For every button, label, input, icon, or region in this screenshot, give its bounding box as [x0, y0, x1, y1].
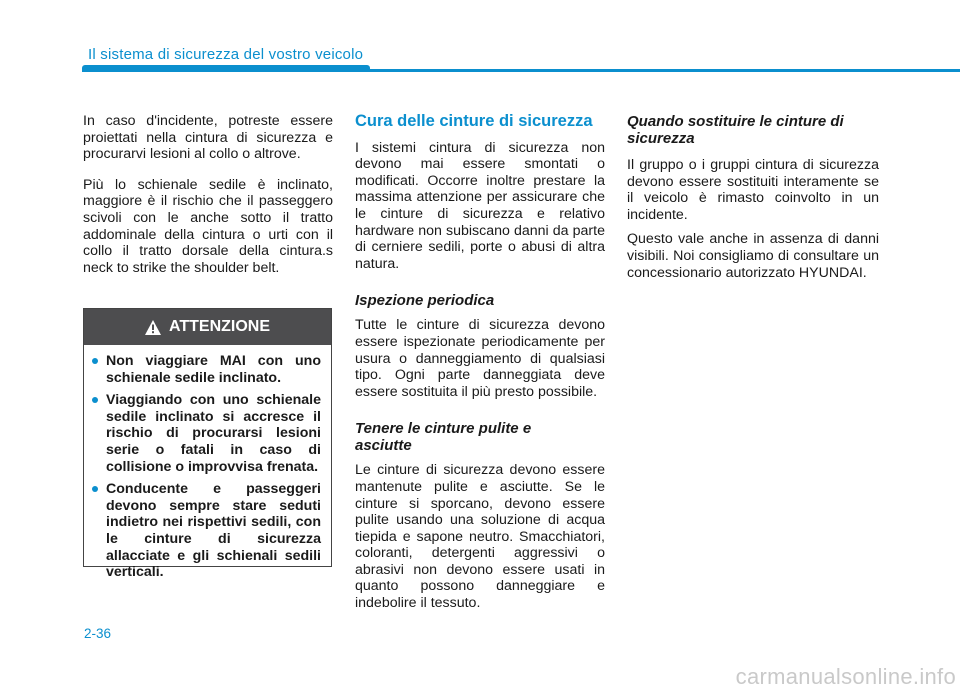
warning-item-text: Non viaggiare MAI con uno schienale sedile inclinato. [106, 353, 321, 386]
column-middle [355, 113, 605, 626]
warning-item [92, 392, 321, 475]
section-heading: Cura delle cinture di sicurezza [355, 112, 593, 130]
column-right [627, 113, 879, 295]
warning-title: ATTENZIONE [168, 318, 271, 335]
warning-header [84, 309, 331, 345]
warning-item [92, 481, 321, 581]
bullet-icon [92, 486, 98, 492]
header-rule [82, 69, 960, 72]
paragraph: In caso d'incidente, potreste essere proiettati nella cintura di sicurezza e procurarvi lesioni al collo o altrove. [83, 113, 333, 163]
paragraph: Più lo schienale sedile è inclinato, maggiore è il rischio che il passeggero scivoli con le anche sotto il tratto addominale della cintura o urti con il collo il tratto dorsale della cintura.s neck to strike the shoulder belt. [83, 176, 333, 276]
warning-item-text: Viaggiando con uno schienale sedile inclinato si accresce il rischio di procurarsi lesioni serie o fatali in caso di collisione o improvvisa frenata. [106, 392, 321, 475]
paragraph: I sistemi cintura di sicurezza non devono mai essere smontati o modificati. Occorre inoltre prestare la massima attenzione per assicurare che le cinture di sicurezza e relativo hardware non subiscano danni da parte di cerniere sedili, porte o abusi di altra natura. [355, 139, 605, 272]
column-left [83, 113, 333, 290]
warning-list [84, 345, 331, 581]
section-title: Il sistema di sicurezza del vostro veicolo [88, 46, 364, 63]
warning-item [92, 353, 321, 386]
warning-item-text: Conducente e passeggeri devono sempre stare seduti indietro nei rispettivi sedili, con le cinture di sicurezza allacciate e gli schienali sedili verticali. [106, 481, 321, 581]
warning-box [83, 308, 332, 581]
paragraph: Questo vale anche in assenza di danni visibili. Noi consigliamo di consultare un concessionario autorizzato HYUNDAI. [627, 231, 879, 281]
bullet-icon [92, 358, 98, 364]
bullet-icon [92, 397, 98, 403]
paragraph: Il gruppo o i gruppi cintura di sicurezza devono essere sostituiti interamente se il veicolo è rimasto coinvolto in un incidente. [627, 157, 879, 223]
watermark: carmanualsonline.info [735, 664, 956, 689]
subsection-heading: Quando sostituire le cinture di sicurezza [627, 113, 844, 147]
page-number: 2-36 [84, 626, 112, 641]
subsection-heading: Tenere le cinture pulite e asciutte [355, 420, 532, 455]
paragraph: Le cinture di sicurezza devono essere mantenute pulite e asciutte. Se le cinture si sporcano, devono essere pulite usando una soluzione di acqua tiepida e sapone neutro. Smacchiatori, coloranti, detergenti aggressivi o abrasivi non devono essere usati in quanto possono danneggiare e indebolire il tessuto. [355, 462, 605, 612]
warning-triangle-icon [145, 320, 161, 335]
subsection-heading: Ispezione periodica [355, 292, 495, 310]
paragraph: Tutte le cinture di sicurezza devono essere ispezionate periodicamente per usura o danneggiamento di qualsiasi tipo. Ogni parte danneggiata deve essere sostituita il più presto possibile. [355, 317, 605, 400]
